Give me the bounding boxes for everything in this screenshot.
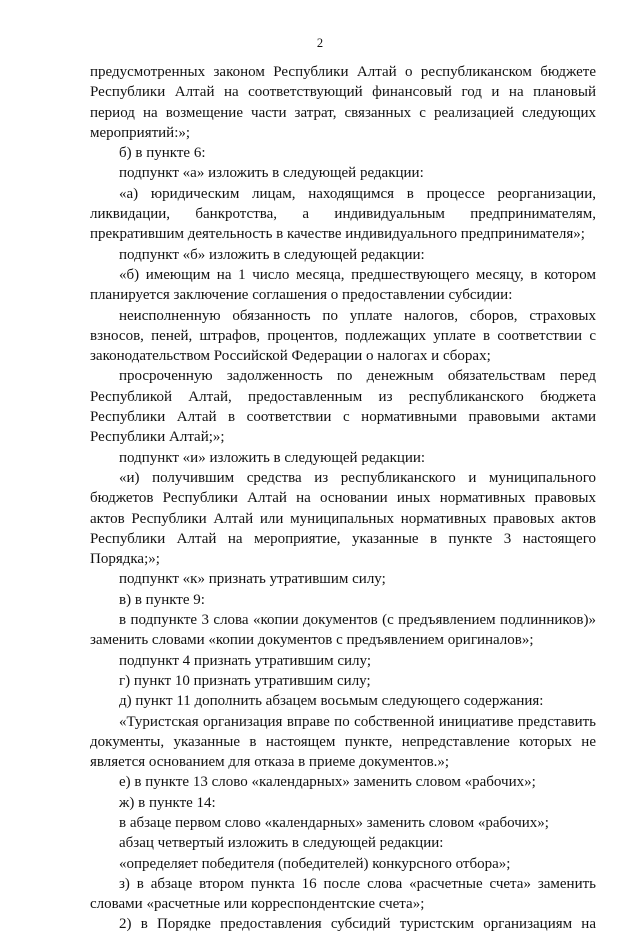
paragraph: в абзаце первом слово «календарных» заменить словом «рабочих»;	[119, 814, 549, 831]
paragraph: 2) в Порядке предоставления субсидий туристским организациям на	[119, 916, 596, 933]
paragraph: просроченную задолженность по денежным обязательствам перед Республикой Алтай, предоставленным из республиканского бюджета Республики Алтай в соответствии с нормативными правовыми актами Республики Алтай;»;	[90, 368, 596, 446]
paragraph: подпункт «и» изложить в следующей редакции:	[119, 449, 426, 466]
paragraph: неисполненную обязанность по уплате налогов, сборов, страховых взносов, пеней, штрафов, процентов, подлежащих уплате в соответствии с законодательством Российской Федерации о налогах и сборах;	[90, 307, 596, 365]
paragraph: в) в пункте 9:	[119, 591, 205, 608]
paragraph: г) пункт 10 признать утратившим силу;	[119, 672, 371, 689]
paragraph: «определяет победителя (победителей) конкурсного отбора»;	[119, 855, 511, 872]
paragraph: подпункт 4 признать утратившим силу;	[119, 652, 371, 669]
paragraph: е) в пункте 13 слово «календарных» заменить словом «рабочих»;	[119, 774, 536, 791]
paragraph: «а) юридическим лицам, находящимся в процессе реорганизации, ликвидации, банкротства, а индивидуальным предпринимателям, прекратившим деятельность в качестве индивидуального предпринимателя»;	[90, 185, 596, 243]
paragraph: подпункт «а» изложить в следующей редакции:	[119, 165, 424, 182]
paragraph: «б) имеющим на 1 число месяца, предшествующего месяцу, в котором планируется заключение соглашения о предоставлении субсидии:	[90, 266, 596, 304]
page-number: 2	[316, 36, 324, 50]
paragraph: подпункт «к» признать утратившим силу;	[119, 571, 386, 588]
paragraph: д) пункт 11 дополнить абзацем восьмым следующего содержания:	[119, 693, 544, 710]
paragraph: «и) получившим средства из республиканского и муниципального бюджетов Республики Алтай на основании иных нормативных правовых актов Республики Алтай или муниципальных нормативных правовых актов Республики Алтай на мероприятие, указанные в пункте 3 настоящего Порядка;»;	[90, 469, 596, 568]
document-body	[90, 62, 596, 935]
paragraph: «Туристская организация вправе по собственной инициативе представить документы, указанные в настоящем пункте, непредставление которых не является основанием для отказа в приеме документов.»;	[90, 713, 596, 771]
paragraph: подпункт «б» изложить в следующей редакции:	[119, 246, 425, 263]
paragraph: в подпункте 3 слова «копии документов (с предъявлением подлинников)» заменить словами «копии документов с предъявлением оригиналов»;	[90, 612, 596, 649]
paragraph: ж) в пункте 14:	[119, 794, 216, 811]
paragraph: з) в абзаце втором пункта 16 после слова «расчетные счета» заменить словами «расчетные или корреспондентские счета»;	[90, 875, 596, 913]
paragraph: предусмотренных законом Республики Алтай о республиканском бюджете Республики Алтай на соответствующий финансовый год и на плановый период на возмещение части затрат, связанных с реализацией следующих мероприятий:»;	[90, 64, 596, 141]
paragraph: абзац четвертый изложить в следующей редакции:	[119, 835, 444, 852]
paragraph: б) в пункте 6:	[119, 145, 206, 162]
